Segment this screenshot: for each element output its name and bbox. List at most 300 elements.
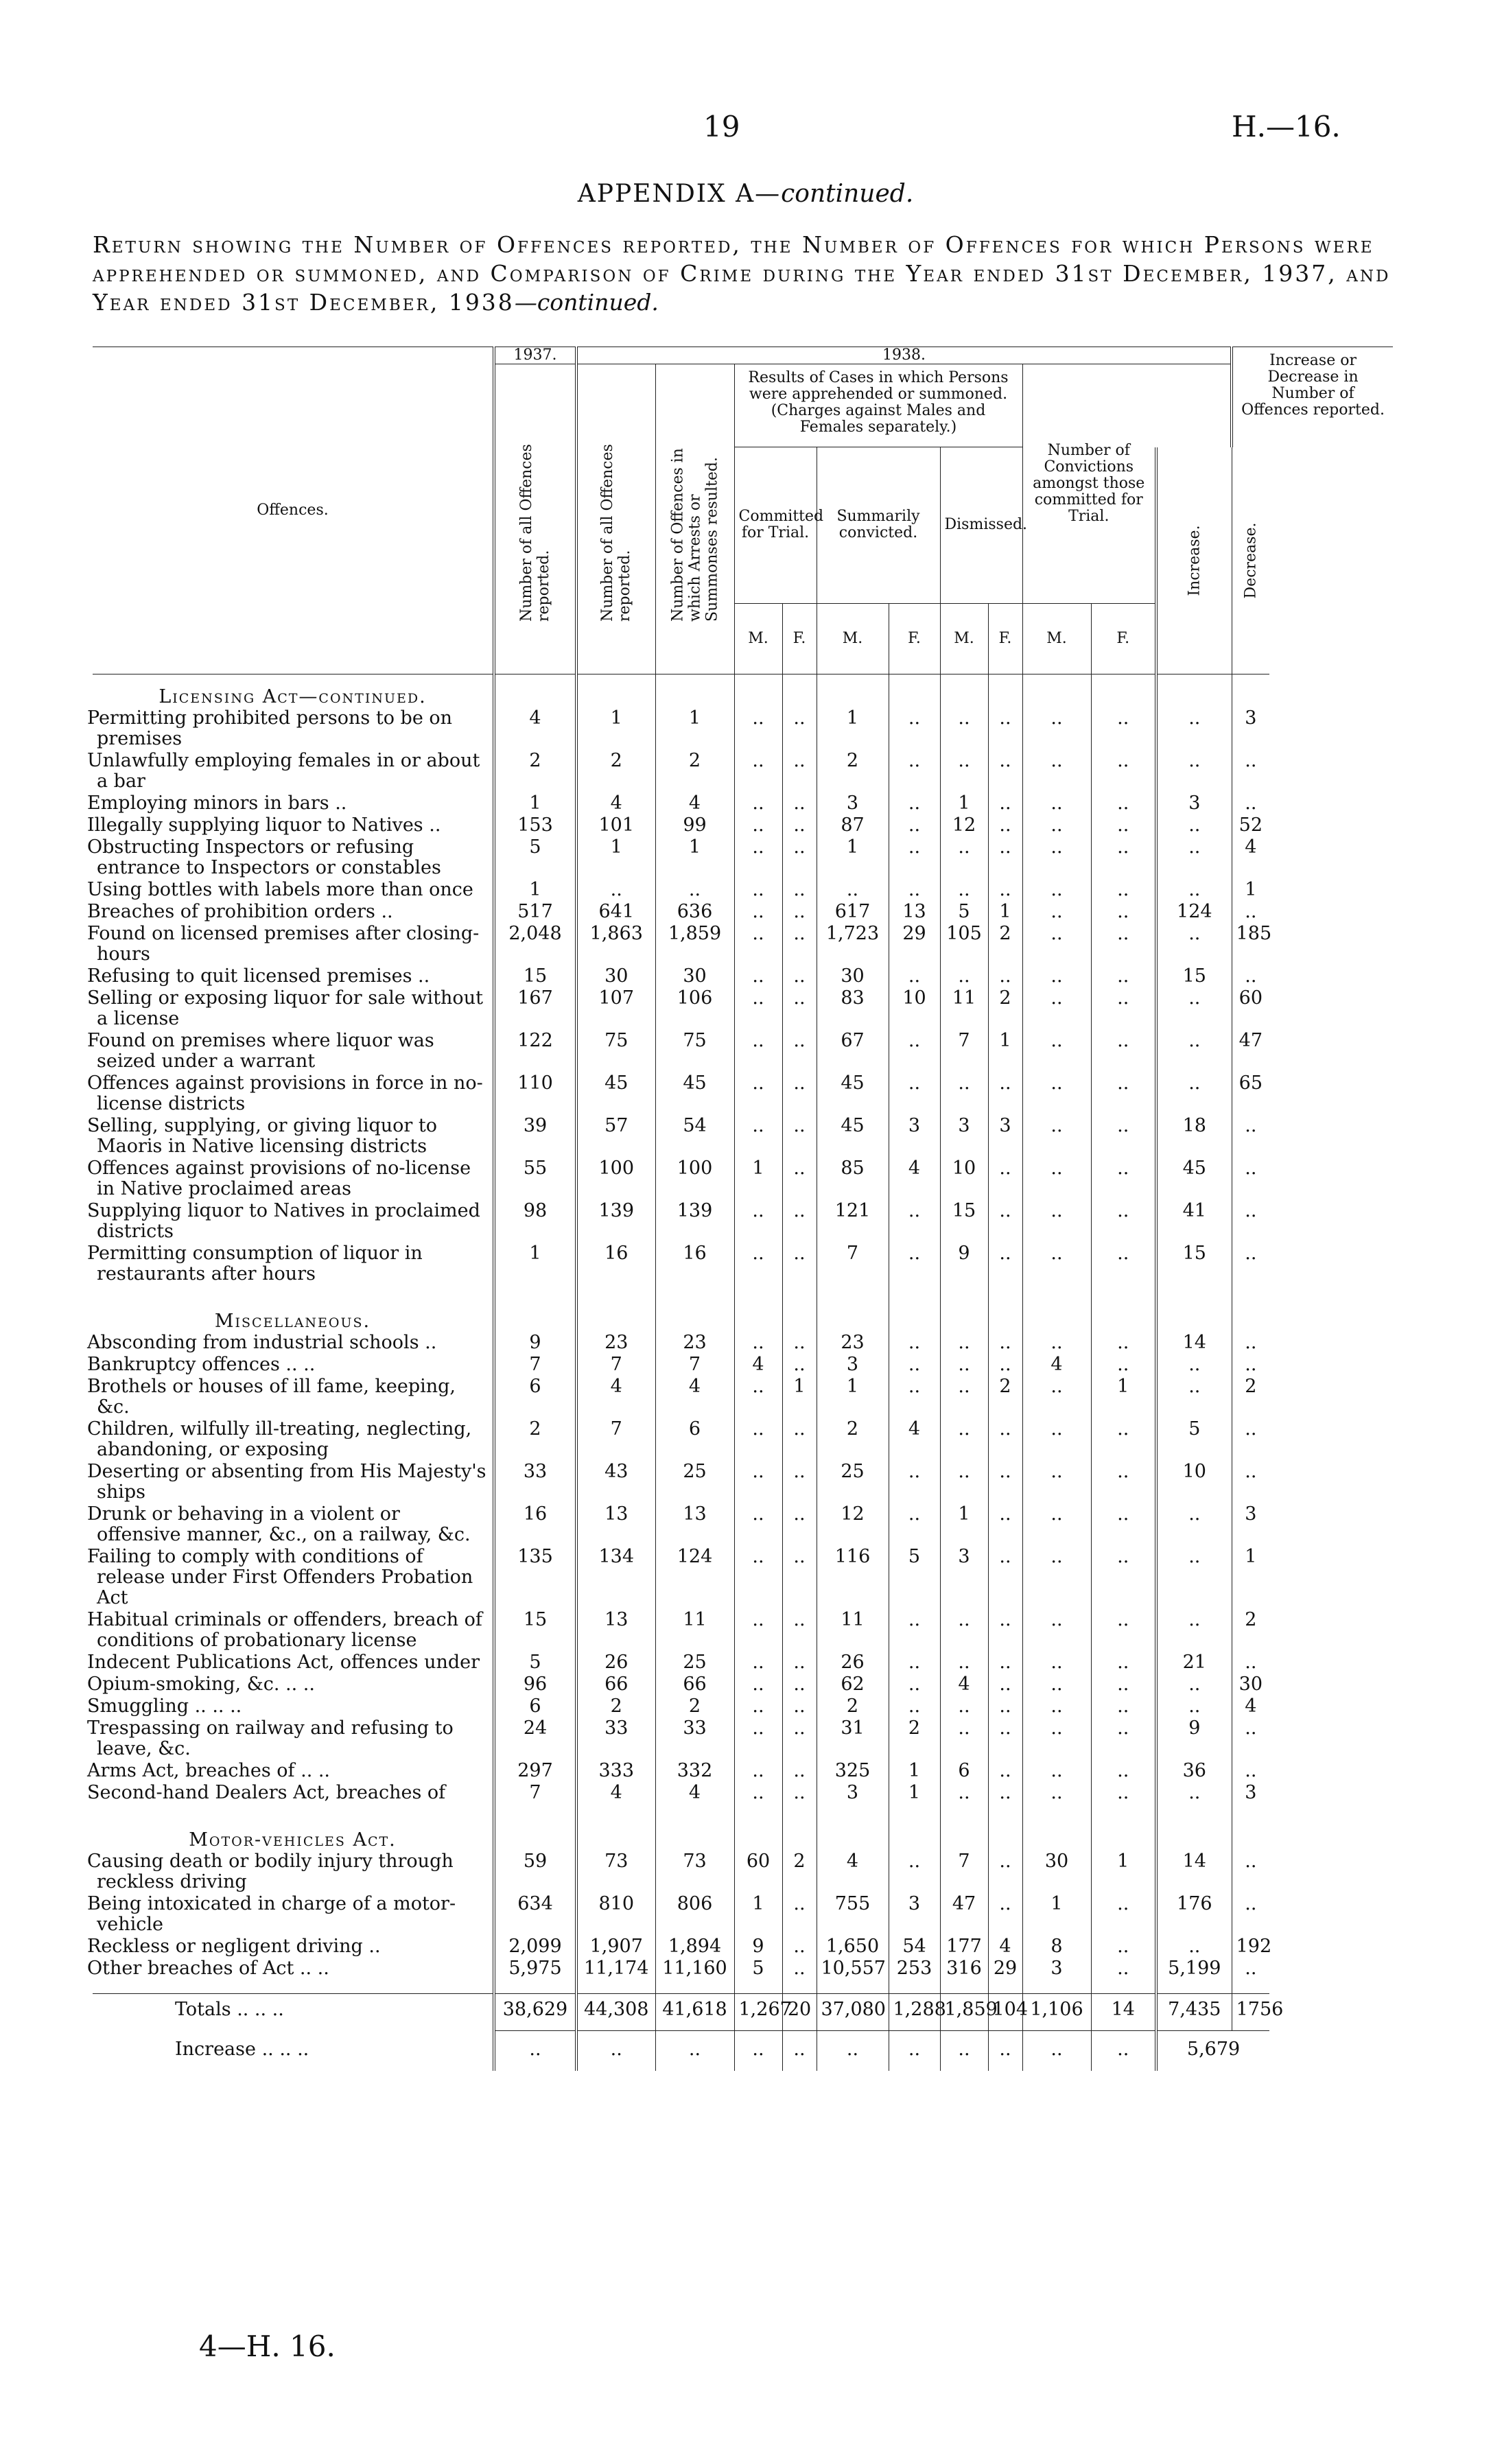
cell-committed-f: ..: [782, 793, 817, 814]
offence-name: Failing to comply with conditions of release under First Offenders Probation Act: [87, 1545, 473, 1608]
cell-decrease: ..: [1232, 965, 1269, 987]
offence-name: Reckless or negligent driving ..: [87, 1935, 381, 1957]
increase-dots-sf: ..: [889, 2031, 940, 2071]
cell-reported-1938: 4: [576, 1782, 655, 1804]
cell-dismissed-f: 4: [988, 1936, 1022, 1958]
cell-dismissed-f: 2: [988, 1376, 1022, 1418]
cell-increase: ..: [1156, 836, 1232, 879]
offence-name: Being intoxicated in charge of a motor-vehicle: [87, 1892, 456, 1935]
cell-reported-1938: 1,907: [576, 1936, 655, 1958]
cell-dismissed-f: ..: [988, 793, 1022, 814]
cell-reported-1937: 2: [494, 750, 576, 793]
cell-summarily-m: 67: [817, 1030, 889, 1072]
cell-convictions-f: ..: [1091, 1354, 1156, 1376]
cell-reported-1937: 39: [494, 1115, 576, 1158]
cell-increase: 9: [1156, 1717, 1232, 1760]
offence-name: Smuggling .. .. ..: [87, 1695, 242, 1717]
cell-reported-1937: 6: [494, 1696, 576, 1717]
cell-summarily-f: 10: [889, 987, 940, 1030]
offence-name: Breaches of prohibition orders ..: [87, 900, 393, 922]
cell-reported-1938: 73: [576, 1851, 655, 1893]
cell-increase: 14: [1156, 1851, 1232, 1893]
cell-convictions-f: ..: [1091, 814, 1156, 836]
cell-committed-m: ..: [734, 1503, 782, 1546]
cell-increase: 3: [1156, 793, 1232, 814]
cell-reported-1937: 59: [494, 1851, 576, 1893]
cell-reported-1938: 30: [576, 965, 655, 987]
cell-committed-f: ..: [782, 923, 817, 965]
cell-convictions-m: ..: [1022, 1760, 1091, 1782]
cell-committed-f: ..: [782, 1717, 817, 1760]
cell-committed-f: ..: [782, 1958, 817, 1980]
cell-summarily-f: ..: [889, 814, 940, 836]
increase-dots-vf: ..: [1091, 2031, 1156, 2071]
totals-committed-f: 20: [782, 1993, 817, 2031]
offence-name: Indecent Publications Act, offences under: [87, 1651, 480, 1673]
cell-convictions-m: ..: [1022, 1674, 1091, 1696]
cell-committed-f: ..: [782, 901, 817, 923]
cell-reported-1937: 15: [494, 1609, 576, 1652]
col-inc-dec-group: Increase or Decrease in Number of Offences reported.: [1232, 347, 1393, 447]
cell-dismissed-f: 3: [988, 1115, 1022, 1158]
cell-dismissed-m: 105: [940, 923, 988, 965]
cell-dismissed-f: ..: [988, 1243, 1022, 1285]
cell-committed-m: 4: [734, 1354, 782, 1376]
cell-convictions-m: ..: [1022, 1652, 1091, 1674]
cell-convictions-f: ..: [1091, 707, 1156, 750]
cell-summarily-f: ..: [889, 1376, 940, 1418]
cell-committed-m: ..: [734, 1652, 782, 1674]
cell-dismissed-f: ..: [988, 1893, 1022, 1936]
offence-name: Brothels or houses of ill fame, keeping, &c.: [87, 1375, 456, 1418]
cell-committed-f: ..: [782, 1609, 817, 1652]
cell-decrease: ..: [1232, 1851, 1269, 1893]
cell-increase: ..: [1156, 987, 1232, 1030]
cell-arrests: 7: [655, 1354, 734, 1376]
cell-reported-1937: 96: [494, 1674, 576, 1696]
cell-committed-m: 5: [734, 1958, 782, 1980]
col-arrests-label: Number of Offences in which Arrests or Summonses resulted.: [669, 448, 720, 622]
cell-dismissed-m: 47: [940, 1893, 988, 1936]
offence-name: Second-hand Dealers Act, breaches of: [87, 1781, 446, 1803]
cell-decrease: ..: [1232, 750, 1269, 793]
offence-name: Trespassing on railway and refusing to leave, &c.: [87, 1717, 454, 1759]
cell-dismissed-f: ..: [988, 750, 1022, 793]
cell-dismissed-m: ..: [940, 836, 988, 879]
cell-dismissed-f: ..: [988, 1503, 1022, 1546]
cell-committed-m: 9: [734, 1936, 782, 1958]
cell-convictions-f: ..: [1091, 1674, 1156, 1696]
cell-arrests: 139: [655, 1200, 734, 1243]
cell-dismissed-f: ..: [988, 707, 1022, 750]
cell-summarily-f: 3: [889, 1893, 940, 1936]
cell-arrests: 100: [655, 1158, 734, 1200]
cell-reported-1938: 13: [576, 1609, 655, 1652]
cell-committed-m: ..: [734, 1760, 782, 1782]
cell-arrests: 75: [655, 1030, 734, 1072]
increase-dots-r37: ..: [494, 2031, 576, 2071]
cell-summarily-m: 7: [817, 1243, 889, 1285]
cell-dismissed-f: ..: [988, 965, 1022, 987]
cell-arrests: 45: [655, 1072, 734, 1115]
cell-arrests: 23: [655, 1332, 734, 1354]
table-row: [93, 1760, 1393, 1782]
offence-name: Unlawfully employing females in or about a bar: [87, 749, 480, 792]
cell-arrests: 16: [655, 1243, 734, 1285]
cell-committed-m: ..: [734, 901, 782, 923]
cell-summarily-m: 2: [817, 1418, 889, 1461]
cell-reported-1938: 107: [576, 987, 655, 1030]
cell-summarily-m: 1: [817, 836, 889, 879]
cell-summarily-f: ..: [889, 1652, 940, 1674]
cell-decrease: ..: [1232, 1332, 1269, 1354]
cell-committed-m: ..: [734, 1717, 782, 1760]
offence-name: Permitting prohibited persons to be on premises: [87, 707, 453, 749]
cell-reported-1938: 7: [576, 1418, 655, 1461]
cell-summarily-f: 5: [889, 1546, 940, 1609]
cell-decrease: ..: [1232, 1418, 1269, 1461]
cell-reported-1937: 33: [494, 1461, 576, 1503]
col-increase: [1156, 447, 1232, 674]
cell-reported-1937: 6: [494, 1376, 576, 1418]
cell-summarily-m: 30: [817, 965, 889, 987]
cell-reported-1938: 2: [576, 1696, 655, 1717]
cell-decrease: 4: [1232, 836, 1269, 879]
cell-summarily-f: 13: [889, 901, 940, 923]
table-row: [93, 1461, 1393, 1503]
cell-arrests: 1,894: [655, 1936, 734, 1958]
table-row: [93, 1609, 1393, 1652]
offence-name: Other breaches of Act .. ..: [87, 1957, 329, 1979]
cell-increase: 14: [1156, 1332, 1232, 1354]
page-number: 19: [703, 110, 740, 143]
cell-dismissed-m: 7: [940, 1030, 988, 1072]
table-row: [93, 814, 1393, 836]
cell-dismissed-m: ..: [940, 1354, 988, 1376]
cell-reported-1937: 5: [494, 836, 576, 879]
cell-convictions-f: ..: [1091, 923, 1156, 965]
cell-summarily-m: 1,723: [817, 923, 889, 965]
cell-committed-f: ..: [782, 1461, 817, 1503]
table-row: [93, 1332, 1393, 1354]
col-decrease-label: Decrease.: [1242, 522, 1260, 598]
cell-convictions-m: 3: [1022, 1958, 1091, 1980]
return-title-main: Return showing the Number of Offences reported, the Number of Offences for which Persons were apprehended or summoned, and Comparison of Crime during the Year ended 31st December, 1937, and Year ended 31st December, 1938: [93, 231, 1391, 316]
offence-name: Causing death or bodily injury through reckless driving: [87, 1850, 454, 1892]
cell-dismissed-f: ..: [988, 1158, 1022, 1200]
cell-reported-1938: 134: [576, 1546, 655, 1609]
cell-convictions-m: ..: [1022, 1717, 1091, 1760]
cell-convictions-m: ..: [1022, 1609, 1091, 1652]
cell-summarily-f: 4: [889, 1158, 940, 1200]
cell-increase: ..: [1156, 1609, 1232, 1652]
cell-convictions-m: ..: [1022, 1376, 1091, 1418]
cell-convictions-m: ..: [1022, 814, 1091, 836]
cell-dismissed-f: ..: [988, 1696, 1022, 1717]
increase-dots-df: ..: [988, 2031, 1022, 2071]
cell-committed-m: ..: [734, 814, 782, 836]
appendix-title-suffix: continued.: [781, 180, 914, 208]
cell-summarily-f: 29: [889, 923, 940, 965]
col-results-group: Results of Cases in which Persons were apprehended or summoned. (Charges against Males and Females separately.): [734, 364, 1022, 447]
cell-dismissed-f: ..: [988, 1652, 1022, 1674]
cell-increase: ..: [1156, 1072, 1232, 1115]
cell-summarily-f: 2: [889, 1717, 940, 1760]
cell-dismissed-m: ..: [940, 1072, 988, 1115]
cell-dismissed-f: ..: [988, 1760, 1022, 1782]
cell-arrests: 73: [655, 1851, 734, 1893]
table-row: [93, 1243, 1393, 1285]
cell-convictions-f: ..: [1091, 1072, 1156, 1115]
cell-committed-f: ..: [782, 750, 817, 793]
table-row: [93, 879, 1393, 901]
cell-convictions-f: ..: [1091, 965, 1156, 987]
cell-committed-m: ..: [734, 793, 782, 814]
totals-committed-m: 1,267: [734, 1993, 782, 2031]
cell-reported-1938: 139: [576, 1200, 655, 1243]
cell-dismissed-f: ..: [988, 836, 1022, 879]
cell-committed-f: ..: [782, 1158, 817, 1200]
offence-name: Children, wilfully ill-treating, neglecting, abandoning, or exposing: [87, 1418, 472, 1460]
cell-reported-1937: 7: [494, 1354, 576, 1376]
cell-summarily-m: 87: [817, 814, 889, 836]
increase-row: [93, 2031, 1393, 2071]
cell-increase: 5,199: [1156, 1958, 1232, 1980]
cell-convictions-m: 1: [1022, 1893, 1091, 1936]
cell-decrease: ..: [1232, 793, 1269, 814]
table-row: [93, 836, 1393, 879]
cell-dismissed-f: 1: [988, 901, 1022, 923]
table-row: [93, 1418, 1393, 1461]
cell-reported-1938: 100: [576, 1158, 655, 1200]
cell-summarily-m: 45: [817, 1115, 889, 1158]
cell-convictions-f: ..: [1091, 1030, 1156, 1072]
cell-dismissed-f: 29: [988, 1958, 1022, 1980]
cell-arrests: 1,859: [655, 923, 734, 965]
return-title-suffix: —continued.: [514, 289, 659, 316]
increase-dots-r38: ..: [576, 2031, 655, 2071]
cell-summarily-m: 83: [817, 987, 889, 1030]
cell-decrease: 30: [1232, 1674, 1269, 1696]
cell-committed-f: ..: [782, 1674, 817, 1696]
cell-convictions-f: ..: [1091, 1696, 1156, 1717]
cell-reported-1937: 9: [494, 1332, 576, 1354]
col-arrests: [655, 364, 734, 674]
cell-convictions-f: ..: [1091, 1115, 1156, 1158]
cell-committed-m: ..: [734, 879, 782, 901]
cell-reported-1937: 1: [494, 879, 576, 901]
cell-increase: 41: [1156, 1200, 1232, 1243]
cell-committed-f: ..: [782, 814, 817, 836]
cell-decrease: 1: [1232, 1546, 1269, 1609]
cell-convictions-m: ..: [1022, 923, 1091, 965]
offence-name: Offences against provisions in force in no-license districts: [87, 1072, 483, 1114]
cell-reported-1938: 26: [576, 1652, 655, 1674]
cell-reported-1938: 810: [576, 1893, 655, 1936]
totals-summarily-m: 37,080: [817, 1993, 889, 2031]
cell-committed-m: ..: [734, 836, 782, 879]
col-committed-f: F.: [782, 603, 817, 674]
cell-dismissed-m: ..: [940, 1652, 988, 1674]
cell-arrests: 1: [655, 836, 734, 879]
cell-committed-m: ..: [734, 1696, 782, 1717]
cell-committed-f: 1: [782, 1376, 817, 1418]
col-year-1938: 1938.: [576, 347, 1232, 364]
cell-reported-1937: 167: [494, 987, 576, 1030]
cell-convictions-f: ..: [1091, 1418, 1156, 1461]
cell-committed-f: ..: [782, 1030, 817, 1072]
cell-reported-1937: 2: [494, 1418, 576, 1461]
cell-increase: ..: [1156, 1030, 1232, 1072]
totals-convictions-m: 1,106: [1022, 1993, 1091, 2031]
cell-reported-1938: 23: [576, 1332, 655, 1354]
cell-reported-1938: ..: [576, 879, 655, 901]
cell-arrests: 106: [655, 987, 734, 1030]
cell-decrease: 1: [1232, 879, 1269, 901]
increase-dots-vm: ..: [1022, 2031, 1091, 2071]
offences-table: [87, 347, 1393, 2071]
cell-decrease: 52: [1232, 814, 1269, 836]
cell-committed-m: ..: [734, 1200, 782, 1243]
cell-convictions-m: 4: [1022, 1354, 1091, 1376]
cell-convictions-f: ..: [1091, 1503, 1156, 1546]
cell-decrease: 60: [1232, 987, 1269, 1030]
cell-summarily-m: 2: [817, 1696, 889, 1717]
offence-name: Offences against provisions of no-license in Native proclaimed areas: [87, 1157, 471, 1199]
cell-committed-m: 1: [734, 1893, 782, 1936]
cell-increase: ..: [1156, 707, 1232, 750]
table-row: [93, 1158, 1393, 1200]
cell-convictions-m: ..: [1022, 987, 1091, 1030]
cell-dismissed-m: ..: [940, 707, 988, 750]
cell-decrease: ..: [1232, 1158, 1269, 1200]
cell-committed-m: ..: [734, 707, 782, 750]
cell-dismissed-m: ..: [940, 1376, 988, 1418]
offence-name: Illegally supplying liquor to Natives ..: [87, 814, 441, 836]
cell-summarily-f: ..: [889, 1332, 940, 1354]
cell-summarily-m: 617: [817, 901, 889, 923]
cell-reported-1937: 16: [494, 1503, 576, 1546]
cell-reported-1937: 55: [494, 1158, 576, 1200]
cell-arrests: 2: [655, 750, 734, 793]
cell-committed-m: ..: [734, 1782, 782, 1804]
cell-decrease: ..: [1232, 1243, 1269, 1285]
cell-reported-1938: 4: [576, 1376, 655, 1418]
cell-dismissed-f: ..: [988, 1332, 1022, 1354]
cell-summarily-m: 85: [817, 1158, 889, 1200]
cell-summarily-m: 11: [817, 1609, 889, 1652]
totals-r37: 38,629: [494, 1993, 576, 2031]
cell-convictions-f: ..: [1091, 987, 1156, 1030]
totals-row: [93, 1993, 1393, 2031]
table-row: [93, 1546, 1393, 1609]
cell-committed-m: ..: [734, 1115, 782, 1158]
cell-convictions-m: ..: [1022, 1072, 1091, 1115]
cell-arrests: 6: [655, 1418, 734, 1461]
cell-committed-m: ..: [734, 1332, 782, 1354]
cell-decrease: ..: [1232, 1115, 1269, 1158]
cell-committed-f: ..: [782, 1696, 817, 1717]
cell-summarily-f: ..: [889, 793, 940, 814]
table-row: [93, 1893, 1393, 1936]
cell-increase: ..: [1156, 1546, 1232, 1609]
cell-increase: 176: [1156, 1893, 1232, 1936]
offence-name: Obstructing Inspectors or refusing entrance to Inspectors or constables: [87, 836, 441, 878]
offence-name: Deserting or absenting from His Majesty's ships: [87, 1460, 486, 1503]
cell-decrease: ..: [1232, 1354, 1269, 1376]
table-row: [93, 987, 1393, 1030]
cell-summarily-m: 10,557: [817, 1958, 889, 1980]
cell-convictions-f: ..: [1091, 793, 1156, 814]
cell-increase: ..: [1156, 814, 1232, 836]
section-spacer: [93, 1285, 1393, 1299]
cell-arrests: 806: [655, 1893, 734, 1936]
table-row: [93, 1717, 1393, 1760]
cell-increase: ..: [1156, 1696, 1232, 1717]
cell-committed-f: ..: [782, 1072, 817, 1115]
cell-reported-1937: 15: [494, 965, 576, 987]
cell-dismissed-f: ..: [988, 1200, 1022, 1243]
cell-arrests: 4: [655, 1782, 734, 1804]
cell-convictions-f: ..: [1091, 750, 1156, 793]
cell-summarily-f: ..: [889, 1354, 940, 1376]
cell-reported-1937: 517: [494, 901, 576, 923]
cell-reported-1937: 2,048: [494, 923, 576, 965]
cell-summarily-m: 121: [817, 1200, 889, 1243]
table-row: [93, 1200, 1393, 1243]
cell-summarily-m: 1: [817, 707, 889, 750]
col-dismissed-f: F.: [988, 603, 1022, 674]
offence-name: Selling, supplying, or giving liquor to Maoris in Native licensing districts: [87, 1114, 437, 1157]
cell-reported-1938: 11,174: [576, 1958, 655, 1980]
cell-decrease: ..: [1232, 1760, 1269, 1782]
offence-name: Drunk or behaving in a violent or offensive manner, &c., on a railway, &c.: [87, 1503, 471, 1545]
offence-name: Habitual criminals or offenders, breach of conditions of probationary license: [87, 1608, 482, 1651]
cell-dismissed-m: 15: [940, 1200, 988, 1243]
cell-summarily-m: 31: [817, 1717, 889, 1760]
col-summarily-f: F.: [889, 603, 940, 674]
table-row: [93, 1376, 1393, 1418]
cell-arrests: 332: [655, 1760, 734, 1782]
cell-summarily-f: ..: [889, 707, 940, 750]
cell-dismissed-f: ..: [988, 1609, 1022, 1652]
table-row: [93, 1072, 1393, 1115]
table-row: [93, 1652, 1393, 1674]
cell-committed-f: ..: [782, 1782, 817, 1804]
cell-summarily-f: 1: [889, 1760, 940, 1782]
section-title: Licensing Act—continued.: [159, 685, 427, 707]
cell-dismissed-m: 6: [940, 1760, 988, 1782]
cell-increase: 21: [1156, 1652, 1232, 1674]
cell-committed-m: ..: [734, 987, 782, 1030]
cell-reported-1938: 101: [576, 814, 655, 836]
cell-committed-f: ..: [782, 1893, 817, 1936]
cell-decrease: 3: [1232, 1782, 1269, 1804]
totals-dismissed-m: 1,859: [940, 1993, 988, 2031]
cell-dismissed-f: 2: [988, 987, 1022, 1030]
cell-dismissed-m: 3: [940, 1115, 988, 1158]
table-row: [93, 1696, 1393, 1717]
cell-reported-1938: 45: [576, 1072, 655, 1115]
cell-reported-1937: 98: [494, 1200, 576, 1243]
totals-label: Totals .. .. ..: [93, 1993, 494, 2031]
cell-reported-1937: 5: [494, 1652, 576, 1674]
cell-increase: ..: [1156, 1782, 1232, 1804]
cell-dismissed-m: 3: [940, 1546, 988, 1609]
cell-summarily-m: 12: [817, 1503, 889, 1546]
cell-decrease: ..: [1232, 1652, 1269, 1674]
cell-committed-f: 2: [782, 1851, 817, 1893]
